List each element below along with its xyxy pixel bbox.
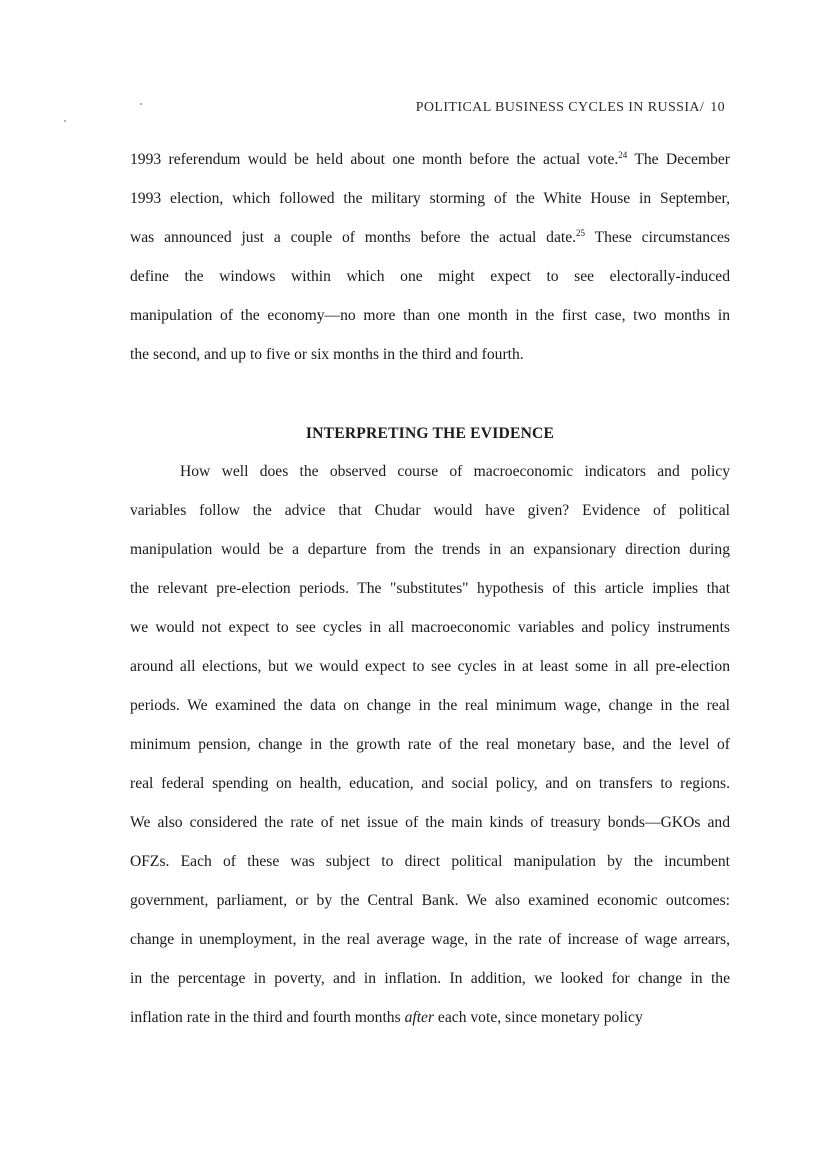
text-segment: each vote, since monetary policy — [434, 1009, 643, 1026]
footnote-marker: 24 — [618, 150, 628, 160]
text-line — [130, 1009, 730, 1027]
scan-speck — [64, 120, 66, 122]
text-segment: inflation rate in the third and fourth months — [130, 1009, 405, 1026]
text-segment: minimum pension, change in the growth rate of the real monetary base, and the level of — [130, 736, 730, 753]
text-segment: 1993 election, which followed the military storming of the White House in September, — [130, 190, 730, 207]
text-line — [130, 346, 730, 364]
text-line — [130, 970, 730, 988]
text-line — [130, 307, 730, 325]
running-header — [416, 100, 725, 116]
footnote-marker: 25 — [576, 228, 586, 238]
section-heading: INTERPRETING THE EVIDENCE — [305, 425, 555, 442]
text-line — [130, 775, 730, 793]
text-line — [130, 814, 730, 832]
text-segment: We also considered the rate of net issue of the main kinds of treasury bonds—GKOs and — [130, 814, 730, 831]
text-segment: OFZs. Each of these was subject to direct political manipulation by the incumbent — [130, 853, 730, 870]
text-segment: around all elections, but we would expect to see cycles in at least some in all pre-election — [130, 658, 730, 675]
text-segment: was announced just a couple of months before the actual date. — [130, 229, 577, 246]
text-line — [130, 268, 730, 286]
text-segment: the second, and up to five or six months in the third and fourth. — [130, 346, 524, 363]
text-segment: we would not expect to see cycles in all macroeconomic variables and policy instruments — [130, 619, 730, 636]
emphasis-text: after — [404, 1009, 435, 1026]
text-line — [130, 151, 730, 169]
text-line — [130, 580, 730, 598]
text-segment: variables follow the advice that Chudar would have given? Evidence of political — [130, 502, 730, 519]
text-segment: the relevant pre-election periods. The "substitutes" hypothesis of this article implies that — [130, 580, 730, 597]
text-segment: manipulation would be a departure from the trends in an expansionary direction during — [130, 541, 730, 558]
text-line — [130, 853, 730, 871]
text-segment: manipulation of the economy—no more than one month in the first case, two months in — [130, 307, 730, 324]
text-line — [180, 463, 730, 481]
text-line — [130, 229, 730, 247]
text-line — [130, 541, 730, 559]
text-line — [130, 190, 730, 208]
text-segment: periods. We examined the data on change in the real minimum wage, change in the real — [130, 697, 730, 714]
text-segment: real federal spending on health, education, and social policy, and on transfers to regions. — [130, 775, 730, 792]
scan-speck — [140, 103, 142, 105]
page-number: 10 — [710, 100, 725, 115]
text-line — [130, 892, 730, 910]
text-segment: These circumstances — [585, 229, 730, 246]
text-segment: change in unemployment, in the real average wage, in the rate of increase of wage arrears, — [130, 931, 730, 948]
text-line — [130, 931, 730, 949]
text-line — [130, 658, 730, 676]
text-segment: 1993 referendum would be held about one month before the actual vote. — [130, 151, 619, 168]
running-title: POLITICAL BUSINESS CYCLES IN RUSSIA/ — [415, 100, 705, 115]
text-segment: How well does the observed course of macroeconomic indicators and policy — [180, 463, 730, 480]
text-segment: in the percentage in poverty, and in inflation. In addition, we looked for change in the — [130, 970, 730, 987]
text-line — [130, 736, 730, 754]
text-line — [130, 697, 730, 715]
text-segment: define the windows within which one might expect to see electorally-induced — [130, 268, 730, 285]
text-line — [130, 619, 730, 637]
text-line — [130, 502, 730, 520]
text-segment: government, parliament, or by the Central Bank. We also examined economic outcomes: — [130, 892, 730, 909]
text-segment: The December — [627, 151, 731, 168]
